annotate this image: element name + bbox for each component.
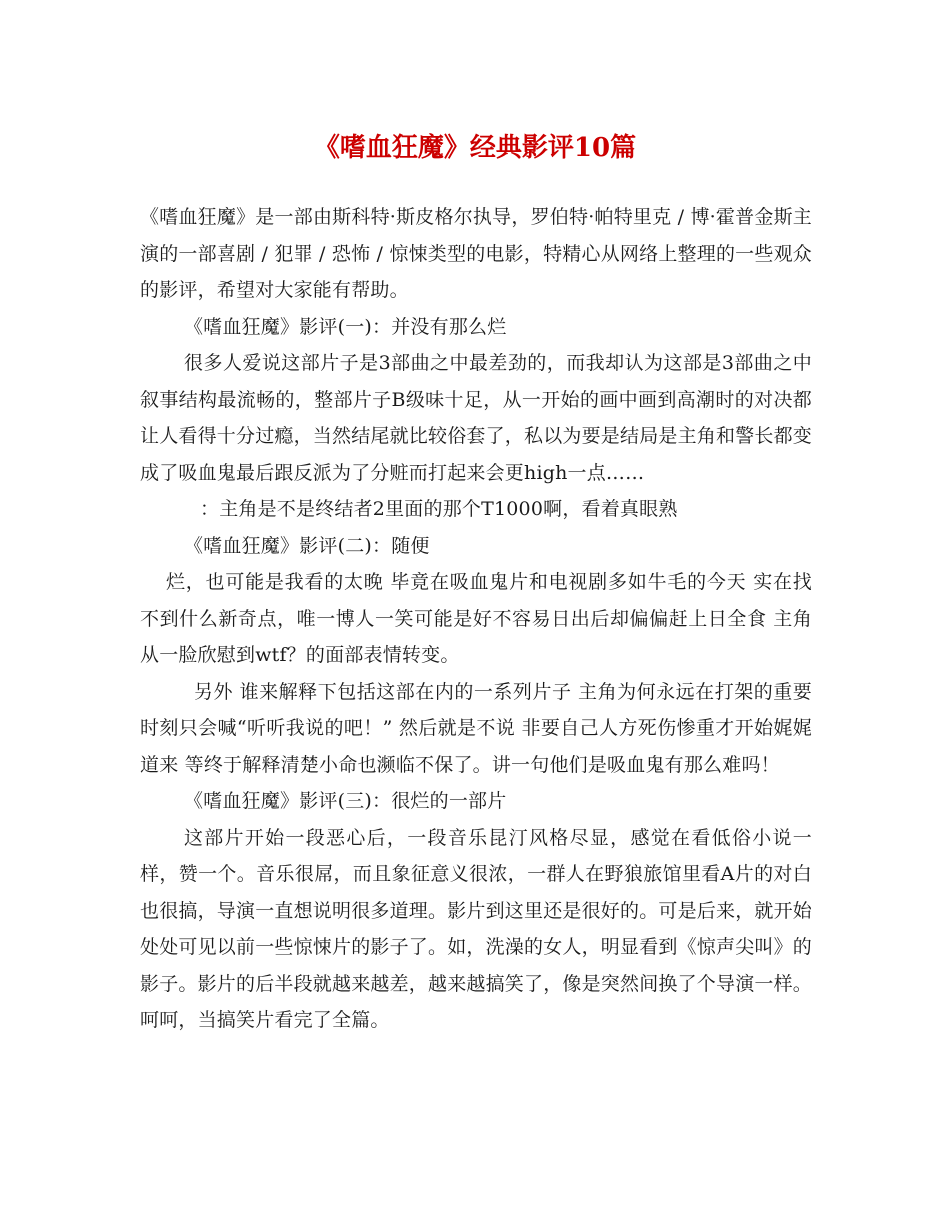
review-3-paragraph: 这部片开始一段恶心后，一段音乐昆汀风格尽显，感觉在看低俗小说一样，赞一个。音乐很屌，而且象征意义很浓，一群人在野狼旅馆里看A片的对白也很搞，导演一直想说明很多道理。影片到这里还是很好的。可是后来，就开始处处可见以前一些惊悚片的影子了。如，洗澡的女人，明显看到《惊声尖叫》的影子。影片的后半段就越来越差，越来越搞笑了，像是突然间换了个导演一样。呵呵，当搞笑片看完了全篇。 (140, 826, 813, 1031)
review-1-heading: 《嗜血狂魔》影评(一)：并没有那么烂 (184, 315, 507, 338)
review-1-note: ：主角是不是终结者2里面的那个T1000啊，看着真眼熟 (200, 498, 678, 520)
intro-paragraph: 《嗜血狂魔》是一部由斯科特·斯皮格尔执导，罗伯特·帕特里克 / 博·霍普金斯主演的一部喜剧 / 犯罪 / 恐怖 / 惊悚类型的电影，特精心从网络上整理的一些观众的影评，希望对大家能有帮助。 (140, 206, 812, 301)
review-1-paragraph: 很多人爱说这部片子是3部曲之中最差劲的，而我却认为这部是3部曲之中叙事结构最流畅的，整部片子B级味十足，从一开始的画中画到高潮时的对决都让人看得十分过瘾，当然结尾就比较俗套了，私以为要是结局是主角和警长都变成了吸血鬼最后跟反派为了分赃而打起来会更high一点…… (140, 352, 813, 484)
review-2-heading: 《嗜血狂魔》影评(二)：随便 (184, 534, 430, 557)
review-2-paragraph: 烂，也可能是我看的太晚 毕竟在吸血鬼片和电视剧多如牛毛的今天 实在找不到什么新奇点，唯一博人一笑可能是好不容易日出后却偏偏赶上日全食 主角从一脸欣慰到wtf？的面部表情转变。 (140, 571, 812, 666)
document-title: 《嗜血狂魔》经典影评10篇 (313, 133, 637, 163)
document-body (140, 199, 812, 1039)
review-2-paragraph-2: 另外 谁来解释下包括这部在内的一系列片子 主角为何永远在打架的重要时刻只会喊“听听我说的吧！” 然后就是不说 非要自己人方死伤惨重才开始娓娓道来 等终于解释清楚小命也濒临不保了。讲一句他们是吸血鬼有那么难吗！ (140, 680, 812, 776)
review-3-heading: 《嗜血狂魔》影评(三)：很烂的一部片 (184, 790, 507, 812)
